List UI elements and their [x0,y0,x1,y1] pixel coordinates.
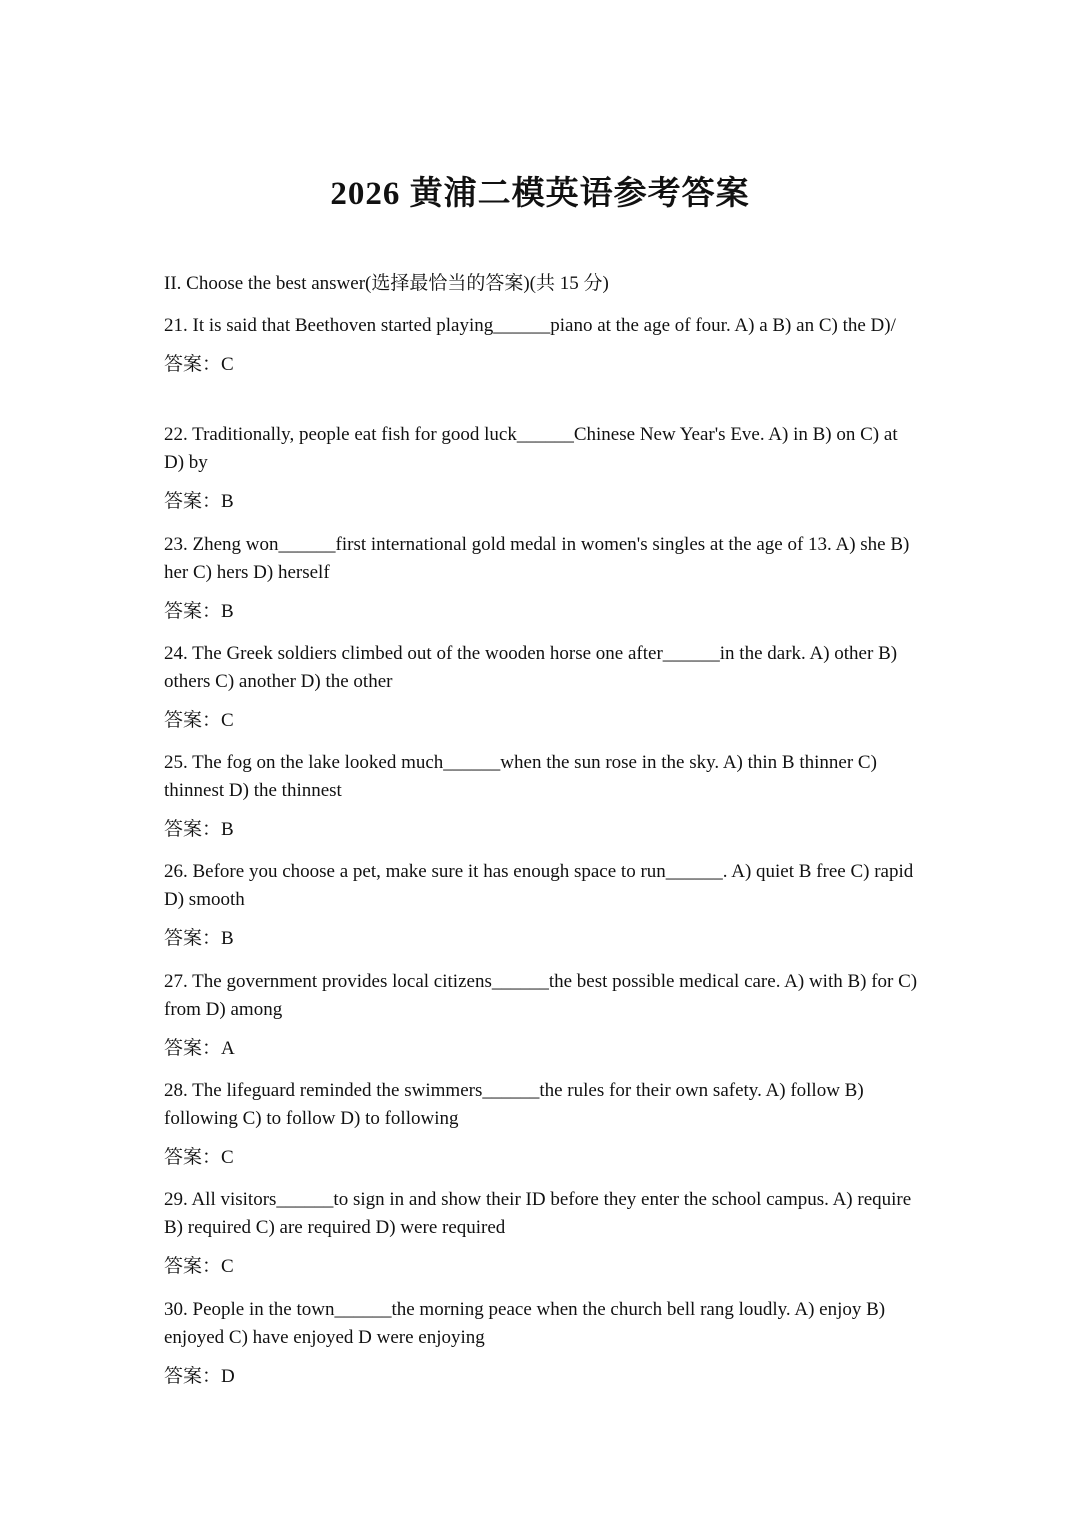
answer-line [164,925,920,953]
answer-value: D [221,1365,235,1387]
answer-label: 答案： [164,928,222,950]
question-text: 28. The lifeguard reminded the swimmers______the rules for their own safety. A) follow B) following C) to follow D) to following [164,1080,864,1130]
question-27 [164,968,920,1077]
answer-value: B [221,928,234,950]
answer-label: 答案： [164,1037,222,1059]
question-text: 21. It is said that Beethoven started playing______piano at the age of four. A) a B) an C) the D)/ [164,315,896,336]
answer-line [164,1253,920,1281]
question-25 [164,749,920,858]
question-21 [164,312,920,421]
answer-label: 答案： [164,600,222,622]
answer-value: C [221,709,234,731]
question-text: 26. Before you choose a pet, make sure it has enough space to run______. A) quiet B free C) rapid D) smooth [164,861,914,911]
question-text: 25. The fog on the lake looked much______when the sun rose in the sky. A) thin B thinner C) thinnest D) the thinnest [164,752,877,802]
answer-value: C [221,1256,234,1278]
question-22 [164,421,920,530]
section-heading: II. Choose the best answer(选择最恰当的答案)(共 15 分) [164,273,609,294]
answer-line [164,1035,920,1063]
answer-label: 答案： [164,1256,222,1278]
answer-line [164,707,920,735]
question-24 [164,640,920,749]
question-text: 23. Zheng won______first international gold medal in women's singles at the age of 13. A) she B) her C) hers D) herself [164,533,910,583]
answer-line [164,1363,920,1391]
question-text: 30. People in the town______the morning peace when the church bell rang loudly. A) enjoy B) enjoyed C) have enjoyed D were enjoying [164,1298,886,1348]
answer-line [164,488,920,516]
question-26 [164,858,920,967]
answer-value: B [221,491,234,513]
answer-label: 答案： [164,819,222,841]
answer-value: A [221,1037,235,1059]
answer-line [164,598,920,626]
answer-value: B [221,600,234,622]
answer-label: 答案： [164,1365,222,1387]
question-30 [164,1296,920,1405]
answer-label: 答案： [164,491,222,513]
question-29 [164,1186,920,1295]
answer-value: C [221,1147,234,1169]
question-28 [164,1077,920,1186]
answer-value: B [221,819,234,841]
answer-line [164,351,920,379]
answer-value: C [221,354,234,375]
page-title: 2026 黄浦二模英语参考答案 [330,176,750,212]
answer-label: 答案： [164,709,222,731]
question-text: 24. The Greek soldiers climbed out of the wooden horse one after______in the dark. A) other B) others C) another D) the other [164,642,898,692]
question-23 [164,531,920,640]
question-text: 27. The government provides local citizens______the best possible medical care. A) with B) for C) from D) among [164,970,918,1020]
answer-line [164,1144,920,1172]
question-text: 22. Traditionally, people eat fish for good luck______Chinese New Year's Eve. A) in B) on C) at D) by [164,424,898,474]
question-text: 29. All visitors______to sign in and show their ID before they enter the school campus. A) require B) required C) are required D) were required [164,1189,912,1239]
answer-label: 答案： [164,1147,222,1169]
answer-line [164,816,920,844]
answer-label: 答案： [164,354,222,375]
question-list [164,312,920,1405]
